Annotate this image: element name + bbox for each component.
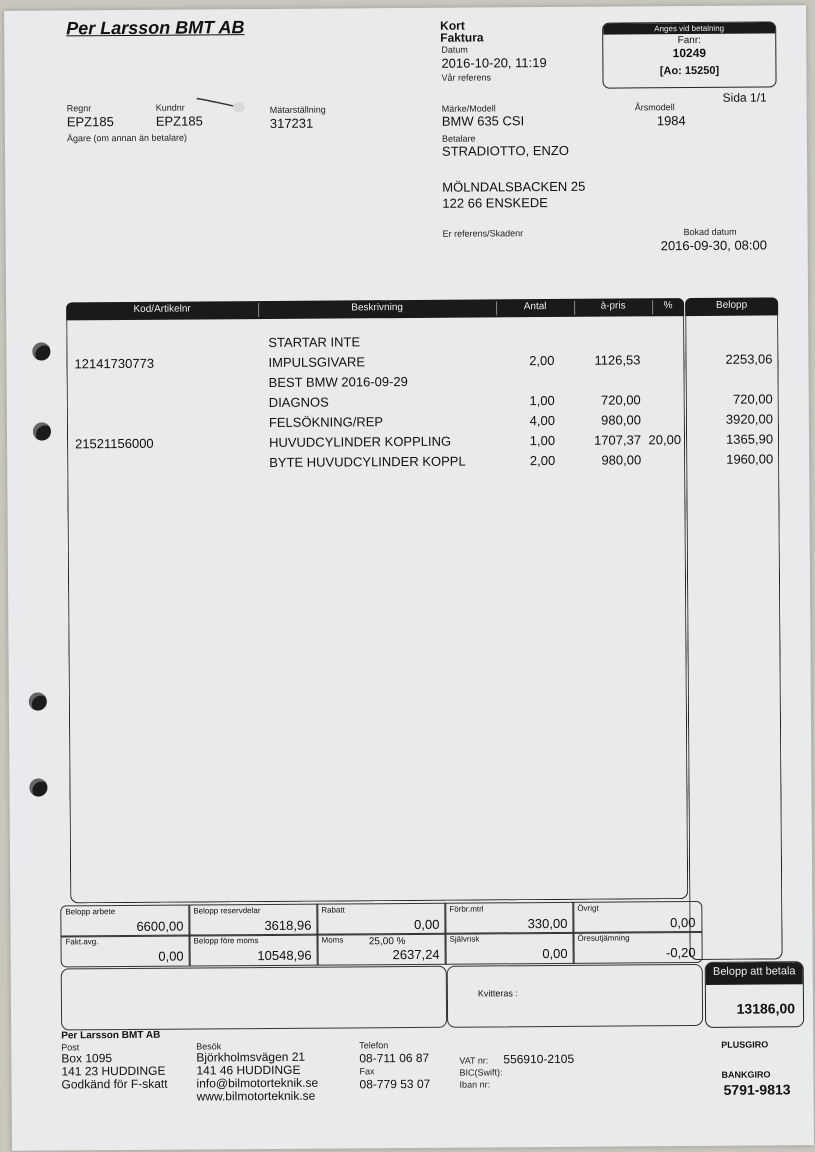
email-link[interactable]: info@bilmotorteknik.se <box>196 1075 319 1091</box>
fakt-cell <box>60 935 190 968</box>
cell-belopp: 1365,90 <box>725 431 774 447</box>
col-antal: Antal <box>523 301 547 313</box>
cell-antal: 2,00 <box>529 352 555 369</box>
belopp-arbete-label: Belopp arbete <box>65 907 116 917</box>
post-label: Post <box>61 1042 80 1053</box>
besok-address <box>196 1051 318 1104</box>
vat: 556910-2105 <box>503 1051 575 1067</box>
kundnr: EPZ185 <box>155 113 203 129</box>
besok-label: Besök <box>196 1041 222 1052</box>
marke: BMW 635 CSI <box>441 113 525 129</box>
cell-beskrivning: DIAGNOS <box>268 394 329 410</box>
post-line3: Godkänd för F-skatt <box>61 1076 168 1092</box>
cell-antal: 4,00 <box>529 412 555 429</box>
doc-type <box>440 19 484 43</box>
fax-label: Fax <box>359 1066 375 1077</box>
signature-box <box>61 966 447 1031</box>
besok-line1: Björkholmsvägen 21 <box>196 1049 306 1065</box>
cell-apris: 980,00 <box>601 452 642 468</box>
regnr: EPZ185 <box>66 114 114 130</box>
payment-box <box>602 21 776 88</box>
cell-apris: 980,00 <box>601 412 641 428</box>
forbr: 330,00 <box>527 915 568 932</box>
doc-type-line1: Kort <box>440 18 465 33</box>
plusgiro-label: PLUSGIRO <box>721 1039 769 1050</box>
col-pct: % <box>663 300 673 312</box>
cell-beskrivning: HUVUDCYLINDER KOPPLING <box>268 433 452 450</box>
cell-beskrivning: FELSÖKNING/REP <box>268 414 384 430</box>
arsmodell-label: Årsmodell <box>634 102 675 113</box>
ovrigt: 0,00 <box>670 915 696 931</box>
total-amount: 13186,00 <box>736 1000 796 1017</box>
vat-label: VAT nr: <box>459 1055 489 1066</box>
bokad-label: Bokad datum <box>683 226 737 238</box>
cell-belopp: 2253,06 <box>725 351 773 367</box>
iban-label: Iban nr: <box>459 1079 491 1090</box>
fore-moms-cell <box>188 934 318 967</box>
ovrigt-label: Övrigt <box>577 903 599 913</box>
ao-number: [Ao: 15250] <box>659 64 720 78</box>
cell-apris: 1126,53 <box>594 352 641 368</box>
post-line2: 141 23 HUDDINGE <box>61 1063 166 1079</box>
bic-label: BIC(Swift): <box>459 1067 503 1078</box>
forbr-cell <box>444 902 574 935</box>
address-line1: MÖLNDALSBACKEN 25 <box>442 178 586 195</box>
col-kod: Kod/Artikelnr <box>133 303 191 315</box>
col-belopp: Belopp <box>715 299 748 311</box>
cell-belopp: 3920,00 <box>725 411 773 427</box>
moms: 2637,24 <box>392 946 440 963</box>
moms-label: Moms <box>321 935 344 945</box>
punch-hole <box>33 422 51 440</box>
var-referens-label: Vår referens <box>441 72 492 83</box>
sjalvrisk-label: Självrisk <box>449 934 480 944</box>
total-box <box>705 961 804 1028</box>
punch-hole <box>29 693 47 711</box>
pen-mark <box>195 94 255 118</box>
cell-kod: 12141730773 <box>74 355 155 372</box>
punch-hole <box>32 342 50 360</box>
belopp-arbete: 6600,00 <box>136 918 184 934</box>
rabatt: 0,00 <box>414 916 440 932</box>
belopp-reservdelar: 3618,96 <box>264 917 312 934</box>
telefon-label: Telefon <box>359 1040 389 1051</box>
marke-label: Märke/Modell <box>441 103 496 114</box>
bankgiro-label: BANKGIRO <box>721 1069 771 1080</box>
doc-type-line2: Faktura <box>440 30 484 45</box>
website-link[interactable]: www.bilmotorteknik.se <box>196 1088 316 1104</box>
cell-antal: 1,00 <box>529 432 556 449</box>
cell-beskrivning: STARTAR INTE <box>268 334 361 350</box>
forbr-label: Förbr.mtrl <box>449 904 484 914</box>
sjalvrisk-cell <box>444 932 574 965</box>
fore-moms-label: Belopp före moms <box>193 936 259 946</box>
fax: 08-779 53 07 <box>359 1076 431 1092</box>
cell-antal: 1,00 <box>529 392 555 409</box>
footer-company: Per Larsson BMT AB <box>61 1029 161 1042</box>
page-number: Sida 1/1 <box>722 90 767 105</box>
rabatt-cell <box>316 903 446 936</box>
fore-moms: 10548,96 <box>257 947 312 964</box>
matarstallning-label: Mätarställning <box>269 104 326 115</box>
cell-beskrivning: IMPULSGIVARE <box>268 354 366 370</box>
belopp-arbete-cell <box>60 905 190 938</box>
cell-kod: 21521156000 <box>75 435 154 452</box>
cell-pct: 20,00 <box>648 432 682 448</box>
col-belopp-header <box>685 297 778 316</box>
agare-label: Ägare (om annan än betalare) <box>66 132 188 144</box>
total-label: Belopp att betala <box>706 962 803 985</box>
cell-apris: 1707,37 <box>593 432 642 448</box>
oresutj-label: Öresutjämning <box>577 933 630 943</box>
betalare-label: Betalare <box>441 133 476 144</box>
punch-hole <box>29 779 47 797</box>
company-name: Per Larsson BMT AB <box>66 17 245 39</box>
kundnr-label: Kundnr <box>155 102 185 113</box>
arsmodell: 1984 <box>656 113 686 129</box>
besok-line2: 141 46 HUDDINGE <box>196 1062 301 1078</box>
address-line2: 122 66 ENSKEDE <box>442 195 548 211</box>
col-apris: à-pris <box>600 300 626 312</box>
regnr-label: Regnr <box>66 103 92 114</box>
invoice-paper <box>4 5 814 1151</box>
cell-beskrivning: BYTE HUVUDCYLINDER KOPPL <box>269 453 466 470</box>
datum: 2016-10-20, 11:19 <box>441 55 547 71</box>
datum-label: Datum <box>441 44 468 55</box>
fakt-label: Fakt.avg. <box>65 937 99 947</box>
moms-pct: 25,00 % <box>368 936 406 948</box>
bokad-datum: 2016-09-30, 08:00 <box>660 237 768 254</box>
betalare-name: STRADIOTTO, ENZO <box>441 142 569 159</box>
fanr-label: Fanr: <box>677 34 701 47</box>
er-referens-label: Er referens/Skadenr <box>442 228 524 239</box>
fakt: 0,00 <box>158 948 184 964</box>
moms-cell <box>316 933 446 966</box>
fanr: 10249 <box>672 45 707 61</box>
sjalvrisk: 0,00 <box>542 945 568 962</box>
oresutj-cell <box>572 931 702 964</box>
payment-box-header: Anges vid betalning <box>603 22 775 34</box>
cell-belopp: 720,00 <box>732 391 773 407</box>
cell-antal: 2,00 <box>529 452 556 469</box>
post-address <box>61 1052 167 1092</box>
cell-apris: 720,00 <box>600 392 641 408</box>
kvitteras-label: Kvitteras : <box>477 988 518 999</box>
matarstallning: 317231 <box>269 115 314 131</box>
belopp-reservdelar-cell <box>188 904 318 937</box>
oresutj: -0,20 <box>665 945 696 961</box>
rabatt-label: Rabatt <box>321 905 345 915</box>
cell-beskrivning: BEST BMW 2016-09-29 <box>268 374 408 390</box>
ovrigt-cell <box>572 901 702 934</box>
cell-belopp: 1960,00 <box>726 451 774 467</box>
col-beskrivning: Beskrivning <box>351 302 403 314</box>
post-line1: Box 1095 <box>61 1051 113 1066</box>
belopp-reservdelar-label: Belopp reservdelar <box>193 906 261 916</box>
bankgiro: 5791-9813 <box>723 1081 791 1098</box>
kvitteras-box <box>447 964 703 1028</box>
telefon: 08-711 06 87 <box>359 1050 430 1066</box>
